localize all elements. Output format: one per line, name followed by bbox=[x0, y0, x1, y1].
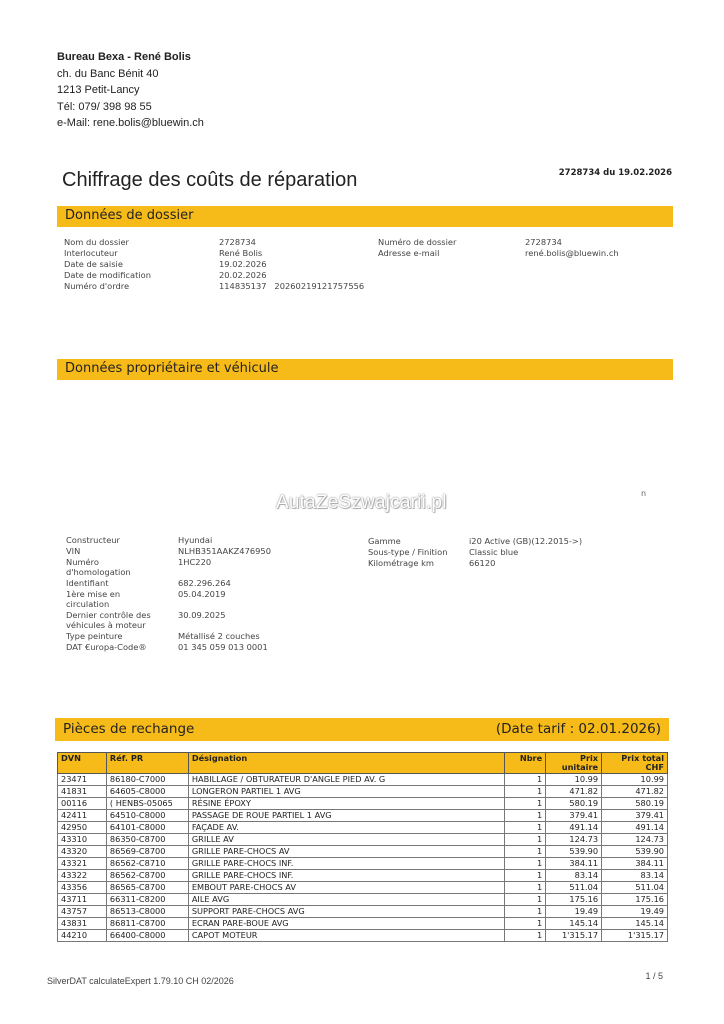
detail-row bbox=[66, 578, 271, 588]
document-reference: 2728734 du 19.02.2026 bbox=[558, 168, 672, 178]
cell-dvn: 23471 bbox=[58, 774, 107, 786]
col-header-designation: Désignation bbox=[188, 753, 504, 774]
cell-qty: 1 bbox=[505, 858, 546, 870]
cell-dvn: 41831 bbox=[58, 786, 107, 798]
footer-page-number: 1 / 5 bbox=[645, 971, 663, 981]
detail-row bbox=[378, 237, 619, 248]
cell-total: 580.19 bbox=[602, 798, 668, 810]
cell-designation: ECRAN PARE-BOUE AVG bbox=[188, 918, 504, 930]
cell-qty: 1 bbox=[505, 834, 546, 846]
detail-value: 30.09.2025 bbox=[178, 610, 226, 620]
detail-value: Classic blue bbox=[469, 547, 519, 557]
cell-qty: 1 bbox=[505, 846, 546, 858]
cell-unit: 471.82 bbox=[546, 786, 602, 798]
detail-row bbox=[368, 558, 582, 568]
sender-email: e-Mail: rene.bolis@bluewin.ch bbox=[57, 117, 204, 129]
watermark: AutaZeSzwajcarii.pl bbox=[276, 492, 447, 513]
detail-value: 20.02.2026 bbox=[219, 270, 267, 280]
cell-designation: FAÇADE AV. bbox=[188, 822, 504, 834]
detail-value: 2728734 bbox=[525, 237, 562, 247]
cell-designation: PASSAGE DE ROUE PARTIEL 1 AVG bbox=[188, 810, 504, 822]
detail-row bbox=[66, 535, 271, 545]
detail-label: DAT €uropa-Code® bbox=[66, 642, 147, 652]
cell-ref: 86562-C8710 bbox=[106, 858, 188, 870]
table-row bbox=[58, 918, 668, 930]
section-header-parts bbox=[55, 718, 669, 741]
detail-label: Type peinture bbox=[66, 631, 123, 641]
detail-label: Date de saisie bbox=[64, 259, 123, 269]
cell-designation: HABILLAGE / OBTURATEUR D'ANGLE PIED AV. G bbox=[188, 774, 504, 786]
table-row bbox=[58, 870, 668, 882]
detail-value: 1HC220 bbox=[178, 557, 212, 567]
cell-qty: 1 bbox=[505, 870, 546, 882]
cell-ref: 64101-C8000 bbox=[106, 822, 188, 834]
cell-qty: 1 bbox=[505, 894, 546, 906]
cell-total: 83.14 bbox=[602, 870, 668, 882]
section-title-parts: Pièces de rechange bbox=[63, 721, 195, 737]
cell-designation: CAPOT MOTEUR bbox=[188, 930, 504, 942]
table-row bbox=[58, 798, 668, 810]
parts-table-header bbox=[58, 753, 668, 774]
cell-qty: 1 bbox=[505, 810, 546, 822]
detail-value: René Bolis bbox=[219, 248, 263, 258]
detail-label: VIN bbox=[66, 546, 81, 556]
detail-label: Numéro d'ordre bbox=[64, 281, 130, 291]
col-header-qty: Nbre bbox=[505, 753, 546, 774]
detail-label: Constructeur bbox=[66, 535, 120, 545]
table-row bbox=[58, 894, 668, 906]
detail-value: 114835137 20260219121757556 bbox=[219, 281, 365, 291]
col-header-total-price: Prix total CHF bbox=[602, 753, 668, 774]
vehicle-details-left bbox=[66, 535, 271, 653]
cell-unit: 379.41 bbox=[546, 810, 602, 822]
sender-address bbox=[57, 49, 204, 132]
cell-ref: 86562-C8700 bbox=[106, 870, 188, 882]
cell-ref: 86350-C8700 bbox=[106, 834, 188, 846]
cell-total: 19.49 bbox=[602, 906, 668, 918]
detail-row bbox=[66, 610, 271, 630]
cell-dvn: 43757 bbox=[58, 906, 107, 918]
cell-qty: 1 bbox=[505, 798, 546, 810]
cell-dvn: 44210 bbox=[58, 930, 107, 942]
cell-ref: 86513-C8000 bbox=[106, 906, 188, 918]
cell-dvn: 43356 bbox=[58, 882, 107, 894]
footer-software: SilverDAT calculateExpert 1.79.10 CH 02/2026 bbox=[47, 976, 234, 986]
cell-qty: 1 bbox=[505, 930, 546, 942]
cell-qty: 1 bbox=[505, 882, 546, 894]
detail-label: Numéro de dossier bbox=[378, 237, 457, 247]
detail-label: Sous-type / Finition bbox=[368, 547, 448, 557]
cell-ref: 86180-C7000 bbox=[106, 774, 188, 786]
cell-unit: 384.11 bbox=[546, 858, 602, 870]
cell-total: 10.99 bbox=[602, 774, 668, 786]
detail-label: Gamme bbox=[368, 536, 401, 546]
cell-unit: 19.49 bbox=[546, 906, 602, 918]
detail-row bbox=[64, 248, 364, 259]
cell-ref: 86565-C8700 bbox=[106, 882, 188, 894]
cell-designation: SUPPORT PARE-CHOCS AVG bbox=[188, 906, 504, 918]
cell-designation: GRILLE PARE-CHOCS AV bbox=[188, 846, 504, 858]
cell-unit: 539.90 bbox=[546, 846, 602, 858]
table-row bbox=[58, 822, 668, 834]
detail-label: Adresse e-mail bbox=[378, 248, 440, 258]
cell-designation: GRILLE PARE-CHOCS INF. bbox=[188, 870, 504, 882]
cell-unit: 175.16 bbox=[546, 894, 602, 906]
cell-qty: 1 bbox=[505, 918, 546, 930]
detail-row bbox=[378, 248, 619, 259]
cell-total: 145.14 bbox=[602, 918, 668, 930]
col-header-dvn: DVN bbox=[58, 753, 107, 774]
table-row bbox=[58, 906, 668, 918]
detail-label: 1ère mise en circulation bbox=[66, 589, 121, 609]
detail-label: Kilométrage km bbox=[368, 558, 434, 568]
cell-dvn: 43310 bbox=[58, 834, 107, 846]
sender-phone: Tél: 079/ 398 98 55 bbox=[57, 100, 152, 113]
cell-total: 471.82 bbox=[602, 786, 668, 798]
section-title-dossier: Données de dossier bbox=[65, 208, 194, 223]
detail-value: Métallisé 2 couches bbox=[178, 631, 260, 641]
detail-value: rené.bolis@bluewin.ch bbox=[525, 248, 619, 258]
dossier-details-right bbox=[378, 237, 619, 259]
detail-label: Numéro d'homologation bbox=[66, 557, 131, 577]
cell-dvn: 43322 bbox=[58, 870, 107, 882]
cell-total: 1'315.17 bbox=[602, 930, 668, 942]
table-row bbox=[58, 786, 668, 798]
detail-value: NLHB351AAKZ476950 bbox=[178, 546, 271, 556]
cell-total: 511.04 bbox=[602, 882, 668, 894]
detail-row bbox=[66, 557, 271, 577]
cell-total: 379.41 bbox=[602, 810, 668, 822]
table-row bbox=[58, 858, 668, 870]
cell-unit: 145.14 bbox=[546, 918, 602, 930]
cell-qty: 1 bbox=[505, 906, 546, 918]
cell-dvn: 42950 bbox=[58, 822, 107, 834]
detail-row bbox=[66, 546, 271, 556]
detail-row bbox=[64, 270, 364, 281]
document-title: Chiffrage des coûts de réparation bbox=[62, 169, 358, 191]
sender-street: ch. du Banc Bénit 40 bbox=[57, 67, 159, 80]
cell-dvn: 42411 bbox=[58, 810, 107, 822]
cell-unit: 511.04 bbox=[546, 882, 602, 894]
detail-value: 05.04.2019 bbox=[178, 589, 226, 599]
detail-row bbox=[66, 589, 271, 609]
detail-label: Identifiant bbox=[66, 578, 109, 588]
col-header-ref: Réf. PR bbox=[106, 753, 188, 774]
cell-designation: AILE AVG bbox=[188, 894, 504, 906]
cell-ref: 66400-C8000 bbox=[106, 930, 188, 942]
col-header-unit-price: Prix unitaire bbox=[546, 753, 602, 774]
detail-label: Dernier contrôle des véhicules à moteur bbox=[66, 610, 151, 630]
cell-qty: 1 bbox=[505, 774, 546, 786]
cell-ref: 64510-C8000 bbox=[106, 810, 188, 822]
cell-total: 124.73 bbox=[602, 834, 668, 846]
detail-row bbox=[66, 631, 271, 641]
table-row bbox=[58, 774, 668, 786]
cell-unit: 124.73 bbox=[546, 834, 602, 846]
detail-value: 19.02.2026 bbox=[219, 259, 267, 269]
detail-row bbox=[368, 547, 582, 557]
detail-label: Date de modification bbox=[64, 270, 151, 280]
detail-value: 2728734 bbox=[219, 237, 256, 247]
section-header-dossier bbox=[57, 206, 673, 227]
detail-value: 66120 bbox=[469, 558, 496, 568]
cell-dvn: 43321 bbox=[58, 858, 107, 870]
section-title-vehicle: Données propriétaire et véhicule bbox=[65, 361, 279, 376]
table-row bbox=[58, 834, 668, 846]
table-row bbox=[58, 846, 668, 858]
cell-dvn: 43831 bbox=[58, 918, 107, 930]
parts-price-date: (Date tarif : 02.01.2026) bbox=[495, 721, 661, 737]
stray-character: n bbox=[641, 489, 647, 498]
detail-value: i20 Active (GB)(12.2015->) bbox=[469, 536, 583, 546]
cell-ref: 86569-C8700 bbox=[106, 846, 188, 858]
detail-row bbox=[64, 281, 364, 292]
detail-value: Hyundai bbox=[178, 535, 213, 545]
cell-total: 175.16 bbox=[602, 894, 668, 906]
cell-designation: LONGERON PARTIEL 1 AVG bbox=[188, 786, 504, 798]
sender-city: 1213 Petit-Lancy bbox=[57, 84, 140, 96]
sender-name: Bureau Bexa - René Bolis bbox=[57, 51, 191, 63]
parts-table-body bbox=[58, 774, 668, 942]
cell-qty: 1 bbox=[505, 822, 546, 834]
cell-dvn: 43320 bbox=[58, 846, 107, 858]
cell-designation: RÉSINE ÉPOXY bbox=[188, 798, 504, 810]
cell-designation: EMBOUT PARE-CHOCS AV bbox=[188, 882, 504, 894]
detail-label: Interlocuteur bbox=[64, 248, 118, 258]
cell-total: 539.90 bbox=[602, 846, 668, 858]
cell-ref: 86811-C8700 bbox=[106, 918, 188, 930]
table-row bbox=[58, 810, 668, 822]
detail-row bbox=[66, 642, 271, 652]
cell-total: 491.14 bbox=[602, 822, 668, 834]
parts-table bbox=[57, 752, 668, 942]
section-header-vehicle bbox=[57, 359, 673, 380]
cell-unit: 1'315.17 bbox=[546, 930, 602, 942]
cell-dvn: 43711 bbox=[58, 894, 107, 906]
cell-ref: 64605-C8000 bbox=[106, 786, 188, 798]
cell-unit: 491.14 bbox=[546, 822, 602, 834]
cell-designation: GRILLE AV bbox=[188, 834, 504, 846]
detail-value: 682.296.264 bbox=[178, 578, 231, 588]
cell-unit: 10.99 bbox=[546, 774, 602, 786]
cell-unit: 83.14 bbox=[546, 870, 602, 882]
cell-qty: 1 bbox=[505, 786, 546, 798]
cell-ref: ( HENBS-05065 bbox=[106, 798, 188, 810]
table-row bbox=[58, 882, 668, 894]
detail-label: Nom du dossier bbox=[64, 237, 129, 247]
cell-unit: 580.19 bbox=[546, 798, 602, 810]
dossier-details-left bbox=[64, 237, 364, 292]
table-row bbox=[58, 930, 668, 942]
cell-total: 384.11 bbox=[602, 858, 668, 870]
detail-row bbox=[368, 536, 582, 546]
cell-designation: GRILLE PARE-CHOCS INF. bbox=[188, 858, 504, 870]
cell-ref: 66311-C8200 bbox=[106, 894, 188, 906]
detail-value: 01 345 059 013 0001 bbox=[178, 642, 268, 652]
vehicle-details-right bbox=[368, 536, 582, 569]
cell-dvn: 00116 bbox=[58, 798, 107, 810]
detail-row bbox=[64, 259, 364, 270]
detail-row bbox=[64, 237, 364, 248]
